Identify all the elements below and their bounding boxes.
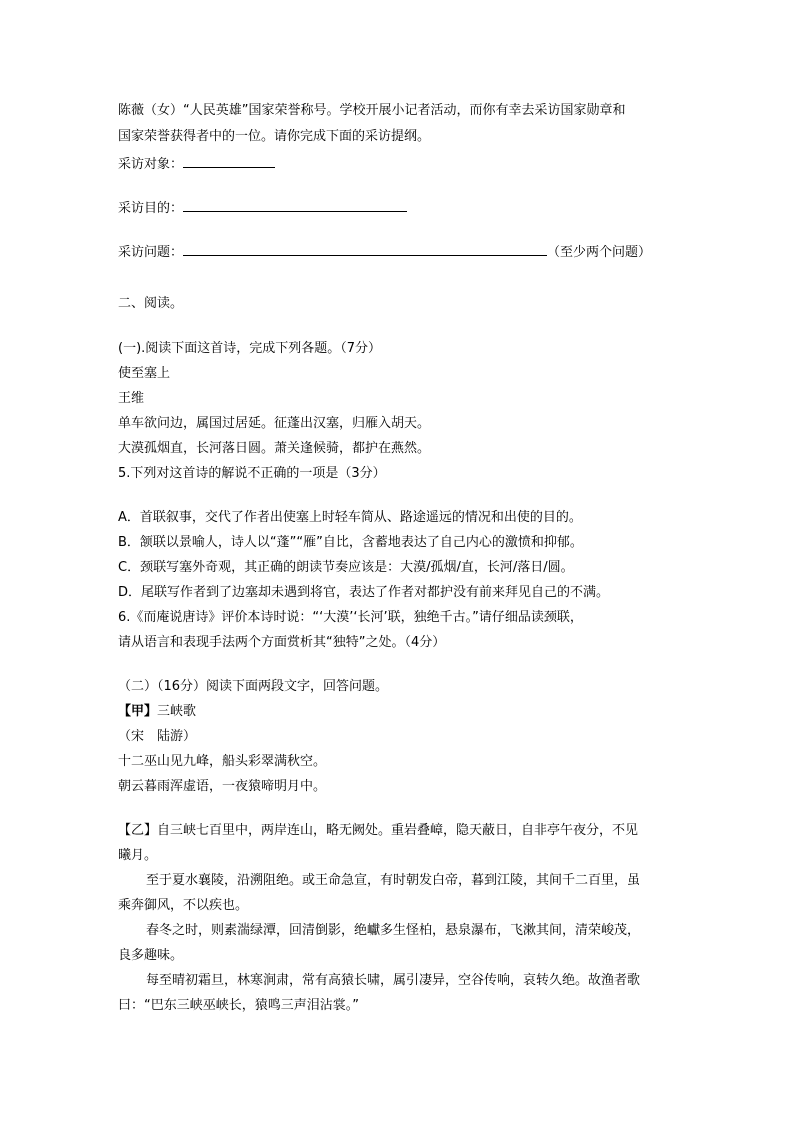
jia-tag: 【甲】 (118, 704, 158, 719)
option-c: C．颈联写塞外奇观，其正确的朗读节奏应该是：大漠/孤烟/直，长河/落日/圆。 (118, 560, 574, 575)
yi-paragraph-3-line-2: 良多趣味。 (118, 948, 184, 963)
interview-purpose-label: 采访目的： (118, 201, 184, 216)
interview-questions-note: （至少两个问题） (547, 245, 652, 260)
yi-paragraph-3-line-1: 春冬之时，则素湍绿潭，回清倒影，绝巘多生怪柏，悬泉瀑布，飞漱其间，清荣峻茂， (146, 923, 641, 938)
poem-line-1: 单车欲问边，属国过居延。征蓬出汉塞，归雁入胡天。 (118, 416, 431, 431)
poem-line-2: 大漠孤烟直，长河落日圆。萧关逢候骑，都护在燕然。 (118, 441, 431, 456)
poem-author: 王维 (118, 391, 145, 406)
interview-questions-label: 采访问题： (118, 245, 184, 260)
section2-heading: 二、阅读。 (118, 296, 184, 311)
interview-intro-line-1: 陈薇（女）“人民英雄”国家荣誉称号。学校开展小记者活动，而你有幸去采访国家勋章和 (118, 103, 626, 118)
interview-questions-row (118, 241, 651, 262)
jia-title-row (118, 703, 196, 721)
part1-instruction: (一).阅读下面这首诗，完成下列各题。（7分） (118, 341, 382, 356)
question-6-line-1: 6.《而庵说唐诗》评价本诗时说：“‘大漠’‘长河’联，独绝千古。”请仔细品读颈联， (118, 610, 583, 625)
poem-title: 使至塞上 (118, 366, 171, 381)
interview-purpose-blank[interactable] (183, 197, 407, 212)
interview-target-label: 采访对象： (118, 157, 184, 172)
yi-paragraph-1-line-2: 曦月。 (118, 848, 158, 863)
option-d: D．尾联写作者到了边塞却未遇到将官，表达了作者对都护没有前来拜见自己的不满。 (118, 585, 610, 600)
interview-target-row (118, 153, 275, 174)
jia-line-1: 十二巫山见九峰，船头彩翠满秋空。 (118, 754, 327, 769)
jia-line-2: 朝云暮雨浑虚语，一夜猿啼明月中。 (118, 779, 327, 794)
yi-paragraph-4-line-1: 每至晴初霜旦，林寒涧肃，常有高猿长啸，属引凄异，空谷传响，哀转久绝。故渔者歌 (146, 973, 641, 988)
yi-paragraph-4-line-2: 曰：“巴东三峡巫峡长，猿鸣三声泪沾裳。” (118, 998, 359, 1013)
part2-instruction: （二）（16分）阅读下面两段文字，回答问题。 (118, 679, 389, 694)
question-5: 5.下列对这首诗的解说不正确的一项是（3分） (118, 466, 386, 481)
interview-target-blank[interactable] (183, 153, 275, 168)
jia-title: 三峡歌 (157, 704, 197, 719)
yi-paragraph-2-line-1: 至于夏水襄陵，沿溯阻绝。或王命急宣，有时朝发白帝，暮到江陵，其间千二百里，虽 (146, 873, 641, 888)
interview-questions-blank[interactable] (183, 241, 547, 256)
yi-paragraph-2-line-2: 乘奔御风，不以疾也。 (118, 898, 249, 913)
interview-intro-line-2: 国家荣誉获得者中的一位。请你完成下面的采访提纲。 (118, 129, 431, 144)
interview-purpose-row (118, 197, 407, 218)
option-b: B．颔联以景喻人，诗人以“蓬”“雁”自比，含蓄地表达了自己内心的激愤和抑郁。 (118, 535, 583, 550)
question-6-line-2: 请从语言和表现手法两个方面赏析其“独特”之处。（4分） (118, 635, 446, 650)
yi-paragraph-1-line-1: 【乙】自三峡七百里中，两岸连山，略无阙处。重岩叠嶂，隐天蔽日，自非亭午夜分，不见 (118, 823, 639, 838)
jia-author: （宋 陆游） (118, 729, 197, 744)
option-a: A．首联叙事，交代了作者出使塞上时轻车简从、路途遥远的情况和出使的目的。 (118, 510, 582, 525)
